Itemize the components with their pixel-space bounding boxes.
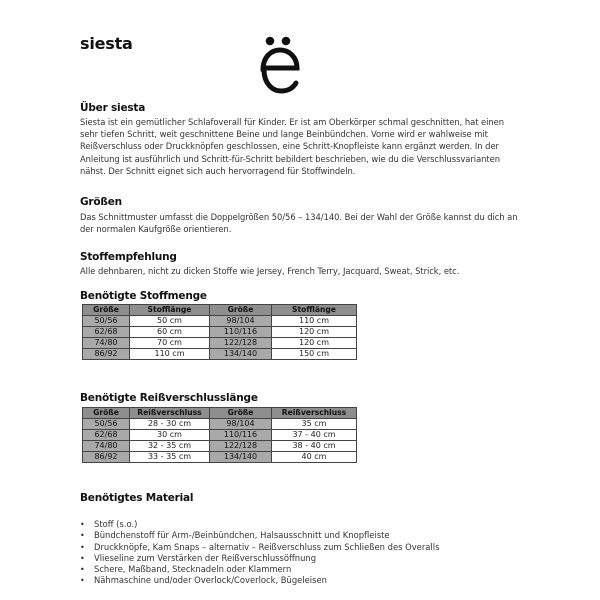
table-cell: 37 - 40 cm <box>272 430 357 441</box>
list-item <box>80 564 520 575</box>
list-item <box>80 519 520 530</box>
table-cell: 33 - 35 cm <box>130 452 210 463</box>
table-cell: 60 cm <box>130 327 210 338</box>
table-row <box>83 419 357 430</box>
section-heading-stoffempfehlung: Stoffempfehlung <box>80 251 177 263</box>
table-cell: 110 cm <box>130 349 210 360</box>
table-header: Stofflänge <box>272 305 357 316</box>
table-header-row <box>83 305 357 316</box>
table-header: Reißverschluss <box>130 408 210 419</box>
table-cell: 50 cm <box>130 316 210 327</box>
table-cell: 28 - 30 cm <box>130 419 210 430</box>
table-cell: 134/140 <box>210 349 272 360</box>
table-cell: 122/128 <box>210 338 272 349</box>
bullet-icon: • <box>80 542 85 552</box>
table-cell: 98/104 <box>210 316 272 327</box>
table-header: Reißverschluss <box>272 408 357 419</box>
section-heading-groessen: Größen <box>80 196 122 208</box>
page-title: siesta <box>80 34 133 53</box>
table-header: Stofflänge <box>130 305 210 316</box>
table-header: Größe <box>83 408 130 419</box>
list-item-text: Vlieseline zum Verstärken der Reißverschlussöffnung <box>94 552 317 563</box>
table-row <box>83 338 357 349</box>
table-cell: 50/56 <box>83 316 130 327</box>
table-row <box>83 441 357 452</box>
list-item-text: Schere, Maßband, Stecknadeln oder Klammern <box>94 564 292 575</box>
material-list <box>80 519 520 587</box>
table-cell: 110/116 <box>210 430 272 441</box>
section-text-ueber: Siesta ist ein gemütlicher Schlafoverall für Kinder. Er ist am Oberkörper schmal geschnitten, hat einen sehr tiefen Schritt, weit geschnittene Beine und lange Beinbündchen. Vorne wird er wahlweise mit Reißverschluss oder Druckknöpfen geschlossen, eine Schritt-Knopfleiste kann ergänzt werden. In der Anleitung ist ausführlich und Schritt-für-Schritt bebildert beschrieben, wie du die Verschlussvarianten nähst. Der Schnitt eignet sich auch hervorragend für Stoffwindeln. <box>80 117 505 176</box>
table-header-row <box>83 408 357 419</box>
section-heading-ueber: Über siesta <box>80 102 146 114</box>
list-item <box>80 553 520 564</box>
e-with-umlaut-logo-icon <box>255 30 305 100</box>
table-row <box>83 327 357 338</box>
table-cell: 150 cm <box>272 349 357 360</box>
table-cell: 110/116 <box>210 327 272 338</box>
table-cell: 62/68 <box>83 430 130 441</box>
table-cell: 62/68 <box>83 327 130 338</box>
table-cell: 70 cm <box>130 338 210 349</box>
table-cell: 32 - 35 cm <box>130 441 210 452</box>
table-cell: 38 - 40 cm <box>272 441 357 452</box>
list-item <box>80 542 520 553</box>
table-cell: 134/140 <box>210 452 272 463</box>
list-item <box>80 530 520 541</box>
table-cell: 74/80 <box>83 441 130 452</box>
table-row <box>83 430 357 441</box>
table-header: Größe <box>83 305 130 316</box>
table-cell: 120 cm <box>272 338 357 349</box>
table-cell: 86/92 <box>83 452 130 463</box>
table-cell: 74/80 <box>83 338 130 349</box>
list-item-text: Stoff (s.o.) <box>94 519 138 529</box>
section-heading-reissverschluss: Benötigte Reißverschlusslänge <box>80 392 258 404</box>
list-item-text: Druckknöpfe, Kam Snaps – alternativ – Reißverschluss zum Schließen des Overalls <box>94 541 440 552</box>
table-cell: 110 cm <box>272 316 357 327</box>
table-row <box>83 316 357 327</box>
table-cell: 40 cm <box>272 452 357 463</box>
table-cell: 98/104 <box>210 419 272 430</box>
section-heading-stoffmenge: Benötigte Stoffmenge <box>80 290 207 302</box>
table-cell: 86/92 <box>83 349 130 360</box>
table-cell: 50/56 <box>83 419 130 430</box>
table-cell: 30 cm <box>130 430 210 441</box>
section-text-stoffempfehlung: Alle dehnbaren, nicht zu dicken Stoffe wie Jersey, French Terry, Jacquard, Sweat, Strick, etc. <box>80 266 460 276</box>
list-item-text: Nähmaschine und/oder Overlock/Coverlock, Bügeleisen <box>94 575 327 586</box>
section-text-groessen: Das Schnittmuster umfasst die Doppelgrößen 50/56 – 134/140. Bei der Wahl der Größe kannst du dich an der normalen Kaufgröße orientieren. <box>80 212 518 235</box>
reissverschluss-table <box>82 407 357 463</box>
stoffmenge-table <box>82 304 357 360</box>
list-item-text: Bündchenstoff für Arm-/Beinbündchen, Halsausschnitt und Knopfleiste <box>94 530 390 541</box>
bullet-icon: • <box>80 520 85 529</box>
table-cell: 120 cm <box>272 327 357 338</box>
bullet-icon: • <box>80 576 85 586</box>
bullet-icon: • <box>80 553 85 563</box>
table-row <box>83 349 357 360</box>
bullet-icon: • <box>80 531 85 541</box>
table-header: Größe <box>210 305 272 316</box>
table-cell: 122/128 <box>210 441 272 452</box>
table-cell: 35 cm <box>272 419 357 430</box>
table-header: Größe <box>210 408 272 419</box>
table-row <box>83 452 357 463</box>
bullet-icon: • <box>80 565 85 575</box>
list-item <box>80 575 520 586</box>
section-heading-material: Benötigtes Material <box>80 492 194 504</box>
